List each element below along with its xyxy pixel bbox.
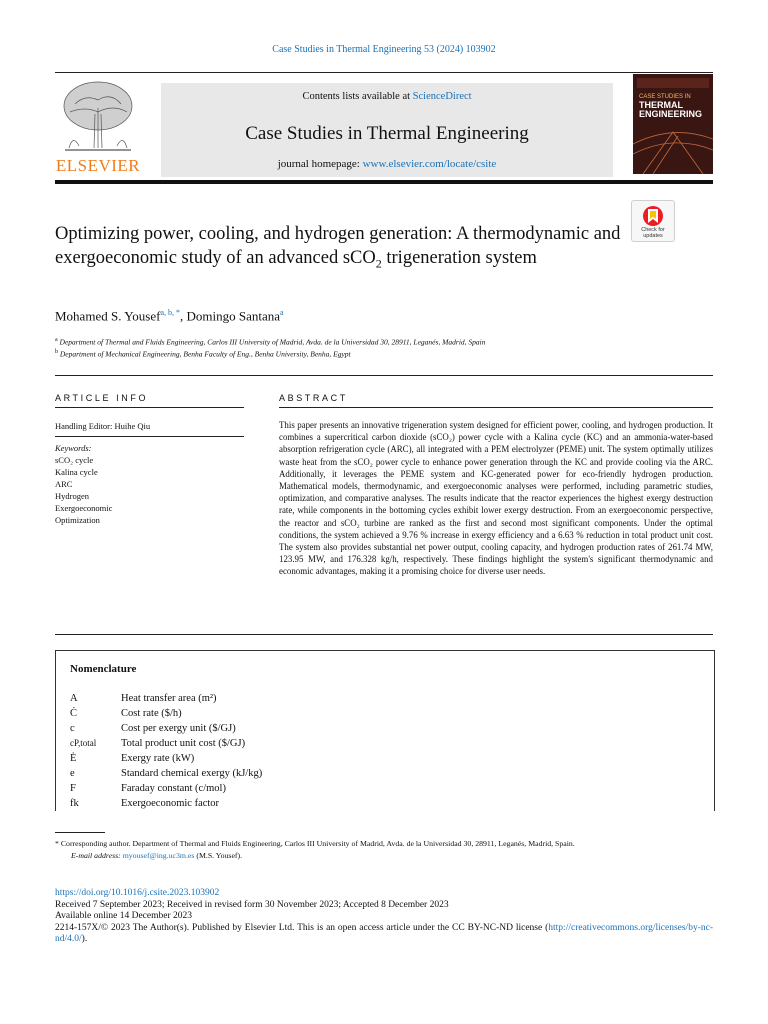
nomenclature-symbol: A [70,693,78,704]
tree-icon [55,74,141,156]
email-line [71,850,713,862]
abstract-heading: ABSTRACT [279,393,348,403]
contents-line [161,91,613,102]
author-1-name[interactable]: Mohamed S. Yousef [55,308,161,324]
author-separator: , [180,308,187,324]
sciencedirect-link[interactable]: ScienceDirect [412,91,472,102]
cover-text-line3: ENGINEERING [639,109,703,119]
homepage-line [161,158,613,170]
footnote-rule [55,832,105,833]
nomenclature-symbol: fk [70,798,79,809]
author-1-affiliation-marks[interactable]: a, b, * [160,308,181,317]
editor-rule [55,436,244,437]
affiliation-b [55,349,351,359]
affiliation-b-text: Department of Mechanical Engineering, Benha Faculty of Eng., Benha University, Benha, Egypt [59,349,351,359]
affiliation-rule [55,375,713,376]
article-info-column [55,414,244,526]
nomenclature-description: Exergoeconomic factor [121,798,220,809]
nomenclature-symbol: e [70,768,75,779]
nomenclature-symbol: F [70,783,76,794]
article-info-heading: ARTICLE INFO [55,393,149,403]
author-list [55,308,284,324]
email-suffix: (M.S. Yousef). [194,851,243,860]
homepage-prefix: journal homepage: [277,158,363,170]
cover-text-line1: CASE STUDIES IN [639,94,691,100]
check-updates-line2: updates [643,233,663,239]
nomenclature-symbol: c [70,723,75,734]
abstract-body: This paper presents an innovative trigeneration system designed for efficient power, cooling, and hydrogen production. It combines a supercritical carbon dioxide (sCO₂) power cycle with a Kalina cycle (KC) and an ammonia-water-based absorption refrigeration cycle (ARC), all integrated with a PEM electrolyzer (PEME) unit. The system optimally utilizes waste heat from the sCO₂ power cycle to enhance power generation through the KC and provide cooling via the ARC. Additionally, it leverages the PEME system and KC-generated power for eco-friendly hydrogen production. Mathematical models, thermodynamic, and exergoeconomic analyses were performed, including parametric studies, optimization, and comparative analyses. The results indicate that the reactor experiences the highest exergy destruction rate, while components in the bottoming cycles exhibit lower exergy destruction. From an exergoeconomic perspective, the reactor and sCO₂ turbine are ranked as the first and second most significant components. Under the optimal conditions, the system achieved a 9.76 % increase in exergy efficiency and a 6.63 % reduction in total product unit cost. The system also provides substantial net power output, cooling capacity, and hydrogen production rates of 261.74 MW, 123.95 MW, and 176.328 kg/h, respectively. These findings highlight the system's significant thermodynamic and economic advantages, making it a promising choice for diverse user needs. [279,420,713,577]
keyword-item[interactable]: Kalina cycle [55,467,98,477]
check-updates-line1: Check for [641,227,665,233]
elsevier-wordmark: ELSEVIER [55,156,141,175]
keyword-item[interactable]: ARC [55,479,73,489]
received-dates: Received 7 September 2023; Received in revised form 30 November 2023; Accepted 8 December 2023 [55,899,449,910]
top-rule [55,72,713,73]
footnotes [55,838,713,862]
check-updates-text [632,227,674,239]
journal-cover-image[interactable] [633,74,713,174]
affiliation-a [55,337,486,347]
nomenclature-description: Total product unit cost ($/GJ) [121,738,246,749]
nomenclature-description: Exergy rate (kW) [121,753,195,764]
cover-text-main [639,101,702,119]
nomenclature-symbol: Ė [70,753,77,764]
nomenclature-box [55,650,715,811]
keyword-item[interactable]: Hydrogen [55,491,89,501]
nomenclature-description: Standard chemical exergy (kJ/kg) [121,768,263,779]
title-subscript: 2 [375,256,382,271]
publication-info [55,888,713,946]
masthead [55,74,713,178]
nomenclature-description: Cost per exergy unit ($/GJ) [121,723,236,734]
doi-link[interactable]: https://doi.org/10.1016/j.csite.2023.103902 [55,888,220,898]
author-2-affiliation-marks[interactable]: a [280,308,284,317]
nomenclature-description: Faraday constant (c/mol) [121,783,226,794]
email-label: E-mail address: [71,851,123,860]
nomenclature-description: Heat transfer area (m²) [121,693,217,704]
email-link[interactable]: myousef@ing.uc3m.es [122,851,195,860]
corresponding-author-note: * Corresponding author. Department of Thermal and Fluids Engineering, Carlos III University of Madrid, Avda. de la Universidad 30, 28911, Leganés, Madrid, Spain. [55,839,575,848]
nomenclature-description: Cost rate ($/h) [121,708,182,719]
check-for-updates-badge[interactable] [631,200,675,242]
license-link[interactable]: http://creativecommons.org/licenses/by-nc-nd/4.0/ [55,922,713,944]
license-text: 2214-157X/© 2023 The Author(s). Published by Elsevier Ltd. This is an open access article under the CC BY-NC-ND license ( [55,922,549,933]
journal-reference[interactable]: Case Studies in Thermal Engineering 53 (2024) 103902 [272,44,496,55]
keyword-item[interactable]: Exergoeconomic [55,503,113,513]
contents-prefix: Contents lists available at [302,91,413,102]
abstract-end-rule [55,634,713,635]
paper-title [55,222,625,276]
keyword-item[interactable]: Optimization [55,515,100,525]
journal-title: Case Studies in Thermal Engineering [245,123,529,144]
title-tail: trigeneration system [381,248,537,268]
handling-editor: Handling Editor: Huihe Qiu [55,421,151,431]
affiliation-a-mark: a [55,337,58,343]
keyword-item[interactable]: sCO₂ cycle [55,455,94,465]
journal-header-box [161,83,613,177]
abstract-rule [279,407,713,408]
journal-homepage-link[interactable]: www.elsevier.com/locate/csite [362,158,497,170]
available-online: Available online 14 December 2023 [55,911,192,921]
nomenclature-symbol: cP,total [70,738,97,748]
title-main: Optimizing power, cooling, and hydrogen generation: A thermodynamic and exergoeconomic study of an advanced sCO [55,224,621,268]
masthead-thick-rule [55,180,713,184]
nomenclature-symbol: Ċ [70,708,78,719]
affiliation-a-text: Department of Thermal and Fluids Engineering, Carlos III University of Madrid, Avda. de la Universidad 30, 28911, Leganés, Madrid, Spain [59,337,486,347]
article-info-rule [55,407,244,408]
cover-graphic-icon [633,74,713,174]
cover-text-line2: THERMAL [639,100,683,110]
nomenclature-title: Nomenclature [70,663,137,675]
license-statement [55,923,713,946]
affiliation-b-mark: b [55,349,58,355]
keywords-label: Keywords: [55,443,92,453]
license-end: ). [81,934,88,944]
author-2-name[interactable]: Domingo Santana [186,308,281,324]
